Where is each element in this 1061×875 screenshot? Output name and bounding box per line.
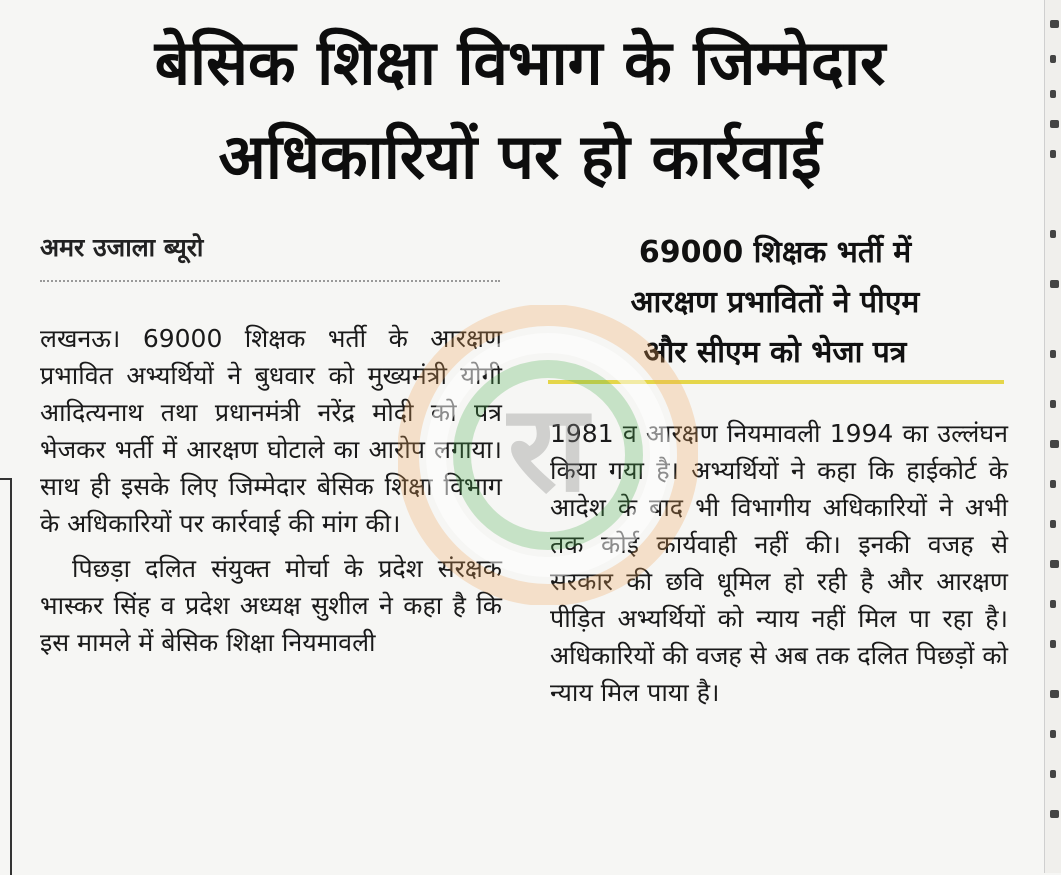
subheadline-line-3: और सीएम को भेजा पत्र — [643, 335, 907, 370]
cropped-text-fragment — [1050, 520, 1056, 528]
cropped-text-fragment — [1050, 560, 1059, 568]
cropped-text-fragment — [1050, 480, 1056, 488]
cropped-text-fragment — [1050, 230, 1056, 238]
watermark-letter: रा — [507, 380, 589, 519]
article-column-2 — [550, 415, 1008, 711]
cropped-text-fragment — [1050, 120, 1059, 128]
cropped-text-fragment — [1050, 730, 1056, 738]
column2-paragraph-1: 1981 व आरक्षण नियमावली 1994 का उल्लंघन किया गया है। अभ्यर्थियों ने कहा कि हाईकोर्ट के आदेश के बाद भी विभागीय अधिकारियों ने अभी तक कोई कार्यवाही नहीं की। इनकी वजह से सरकार की छवि धूमिल हो रही है और आरक्षण पीड़ित अभ्यर्थियों को न्याय नहीं मिल पा रहा है। अधिकारियों की वजह से अब तक दलित पिछड़ों को न्याय मिल पाया है। — [550, 419, 1008, 707]
byline: अमर उजाला ब्यूरो — [40, 233, 204, 262]
cropped-text-fragment — [1050, 400, 1056, 408]
subheadline-line-2: आरक्षण प्रभावितों ने पीएम — [630, 285, 920, 320]
subheadline-line-1: 69000 शिक्षक भर्ती में — [638, 235, 912, 270]
cropped-text-fragment — [1050, 150, 1056, 158]
cropped-text-fragment — [1050, 350, 1056, 358]
cropped-text-fragment — [1050, 55, 1056, 63]
cropped-text-fragment — [1050, 90, 1056, 98]
cropped-text-fragment — [1050, 600, 1056, 608]
column1-paragraph-2: पिछड़ा दलित संयुक्त मोर्चा के प्रदेश संरक्षक भास्कर सिंह व प्रदेश अध्यक्ष सुशील ने कहा है कि इस मामले में बेसिक शिक्षा नियमावली — [40, 554, 502, 657]
cropped-text-fragment — [1050, 690, 1059, 698]
byline-divider — [40, 280, 500, 282]
adjacent-column-edge — [1044, 0, 1061, 873]
subheadline-underline — [548, 380, 1004, 384]
cropped-text-fragment — [1050, 440, 1059, 448]
article-column-1 — [40, 320, 502, 661]
headline-line-2: अधिकारियों पर हो कार्रवाई — [218, 120, 822, 193]
cropped-text-fragment — [1050, 810, 1059, 818]
cropped-text-fragment — [1050, 20, 1059, 28]
headline-line-1: बेसिक शिक्षा विभाग के जिम्मेदार — [154, 26, 886, 99]
subheadline — [555, 228, 995, 378]
column1-paragraph-1: लखनऊ। 69000 शिक्षक भर्ती के आरक्षण प्रभावित अभ्यर्थियों ने बुधवार को मुख्यमंत्री योगी आदित्यनाथ तथा प्रधानमंत्री नरेंद्र मोदी को पत्र भेजकर भर्ती में आरक्षण घोटाले का आरोप लगाया। साथ ही इसके लिए जिम्मेदार बेसिक शिक्षा विभाग के अधिकारियों पर कार्रवाई की मांग की। — [40, 324, 502, 538]
adjacent-article-frame — [0, 478, 12, 875]
cropped-text-fragment — [1050, 770, 1056, 778]
column-divider — [1044, 0, 1045, 873]
cropped-text-fragment — [1050, 640, 1056, 648]
cropped-text-fragment — [1050, 280, 1059, 288]
